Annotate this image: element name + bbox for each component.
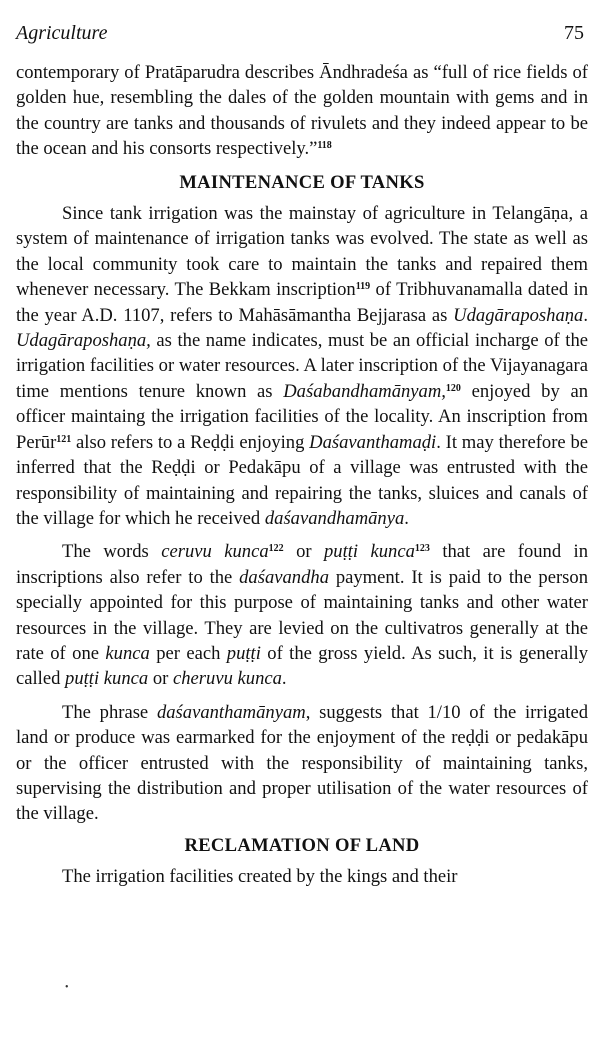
paragraph: The irrigation facilities created by the kings and their bbox=[62, 866, 458, 888]
running-title: Agriculture bbox=[16, 22, 108, 44]
paragraph: The words ceruvu kunca$^{122}$ or puṭṭi kunca$^{123}$ that are found in inscriptions also refer to the daśavandha payment. It is paid to the person specially appointed for this purpose of maintaining tanks and other water resources in the village. They are levied on the cultivatros generally at the rate of one kunca per each puṭṭi of the gross yield. As such, it is generally called puṭṭi kunca or cheruvu kunca. bbox=[16, 541, 589, 690]
footnote-ref: 122 bbox=[268, 543, 284, 555]
section-heading: RECLAMATION OF LAND bbox=[184, 834, 420, 856]
print-speck: • bbox=[65, 982, 69, 993]
footnote-ref: 119 bbox=[355, 281, 371, 293]
footnote-ref: 121 bbox=[56, 433, 72, 445]
page-number: 75 bbox=[564, 22, 584, 44]
footnote-ref: 123 bbox=[414, 543, 430, 555]
footnote-ref: 120 bbox=[445, 382, 461, 394]
paragraph: The phrase daśavanthamānyam, suggests that 1/10 of the irrigated land or produce was earmarked for the enjoyment of the reḍḍi or pedakāpu or the officer entrusted with the responsibility of maintaining tanks, supervising the distribution and proper utilisation of the water resources of the village. bbox=[16, 701, 588, 825]
section-heading: MAINTENANCE OF TANKS bbox=[179, 171, 425, 193]
footnote-ref: 118 bbox=[317, 140, 332, 152]
body-text bbox=[16, 60, 588, 890]
page-header bbox=[16, 22, 584, 48]
paragraph-continued: contemporary of Pratāparudra describes Āndhradeśa as “full of rice fields of golden hue, resembling the dales of the golden mountain with gems and in the country are tanks and thousands of rivulets and they indeed appear to be the ocean and his consorts respectively.”$^{118}$ bbox=[16, 62, 588, 160]
paragraph: Since tank irrigation was the mainstay of agriculture in Telangāṇa, a system of maintenance of irrigation tanks was evolved. The state as well as the local community took care to maintain the tanks and repaired them whenever necessary. The Bekkam inscription$^{119}$ of Tribhuvanamalla dated in the year A.D. 1107, refers to Mahāsāmantha Bejjarasa as Udagāraposhaṇa. Udagāraposhaṇa, as the name indicates, must be an official incharge of the irrigation facilities or water resources. A later inscription of the Vijayanagara time mentions tenure known as Daśabandhamānyam,$^{120}$ enjoyed by an officer maintaing the irrigation facilities of the locality. An inscription from Perūr$^{121}$ also refers to a Reḍḍi enjoying Daśavanthamaḍi. It may therefore be inferred that the Reḍḍi or Pedakāpu of a village was entrusted with the responsibility of maintaining and repairing the tanks, sluices and canals of the village for which he received daśavandhamānya. bbox=[16, 203, 589, 529]
